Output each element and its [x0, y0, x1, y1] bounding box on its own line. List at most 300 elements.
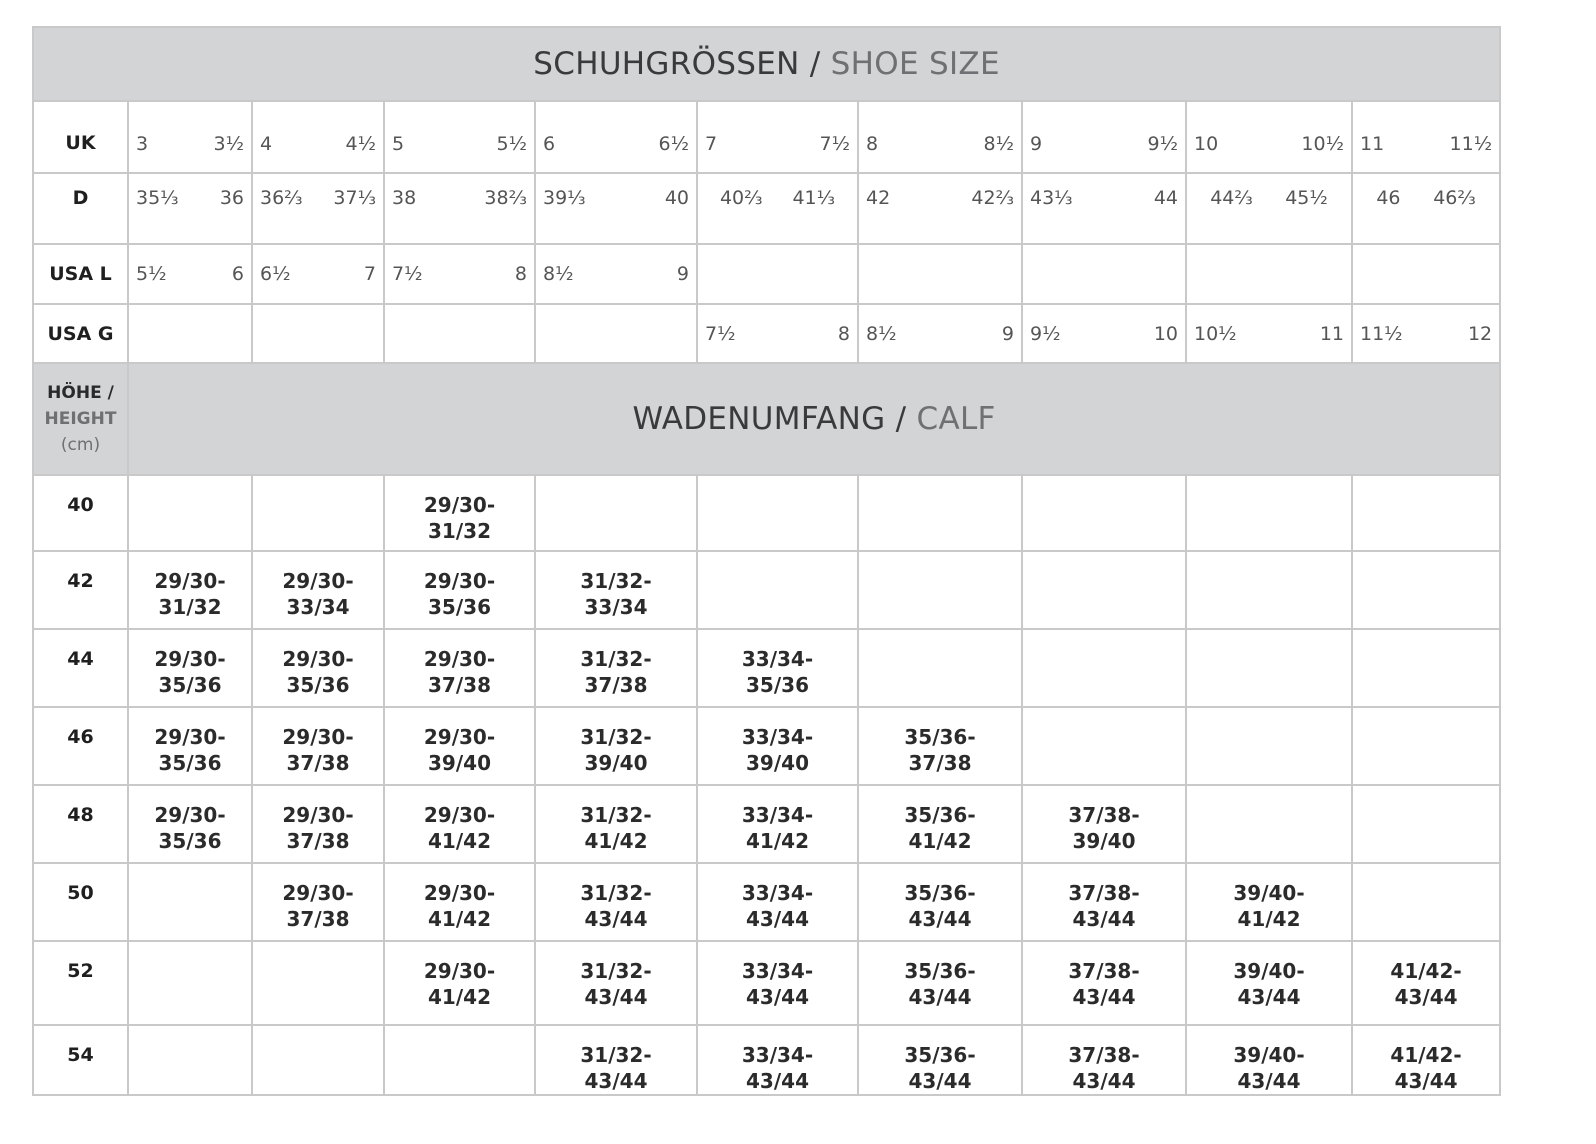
size-value-left: 38 — [392, 187, 417, 209]
size-value-left: 10½ — [1194, 322, 1237, 345]
calf-range-start: 29/30- — [423, 803, 496, 827]
size-cell — [535, 244, 697, 304]
calf-row — [33, 941, 1500, 1025]
calf-range-cell — [697, 629, 858, 707]
empty-size-cell — [535, 304, 697, 363]
size-value-left: 8½ — [543, 263, 574, 285]
calf-range-start: 37/38- — [1068, 959, 1140, 983]
calf-row — [33, 785, 1500, 863]
size-value-left: 36⅔ — [260, 187, 303, 209]
calf-range-cell — [128, 785, 252, 863]
empty-calf-cell — [1022, 629, 1186, 707]
calf-range-start: 31/32- — [580, 647, 652, 671]
calf-range-cell — [1186, 863, 1352, 941]
empty-calf-cell — [1352, 707, 1500, 785]
calf-row — [33, 551, 1500, 629]
size-cell — [1352, 304, 1500, 363]
size-value-right: 10 — [1153, 322, 1178, 345]
height-label: 46 — [33, 707, 128, 785]
empty-calf-cell — [1352, 551, 1500, 629]
size-value-left: 42 — [866, 187, 891, 209]
empty-calf-cell — [535, 475, 697, 551]
height-label: 44 — [33, 629, 128, 707]
calf-range-end: 35/36 — [746, 673, 809, 697]
calf-range-start: 29/30- — [154, 647, 226, 671]
calf-range-end: 37/38 — [286, 751, 350, 775]
height-label: 48 — [33, 785, 128, 863]
empty-size-cell — [128, 304, 252, 363]
calf-range-end: 35/36 — [158, 673, 222, 697]
height-label: 50 — [33, 863, 128, 941]
size-pair — [129, 187, 251, 209]
size-value-right: 46⅔ — [1433, 187, 1476, 209]
calf-range-end: 37/38 — [428, 673, 491, 697]
size-value-right: 7 — [363, 263, 376, 285]
empty-calf-cell — [1022, 551, 1186, 629]
size-cell — [128, 173, 252, 244]
size-cell — [1186, 173, 1352, 244]
calf-range-end: 41/42 — [428, 985, 491, 1009]
shoe-size-row — [33, 173, 1500, 244]
calf-range-end: 43/44 — [1394, 985, 1458, 1009]
size-value-right: 6½ — [658, 133, 689, 155]
calf-range-end: 43/44 — [908, 907, 972, 931]
size-value-left: 39⅓ — [543, 187, 586, 209]
calf-range-start: 29/30- — [423, 569, 496, 593]
height-header — [33, 363, 128, 475]
empty-size-cell — [1022, 244, 1186, 304]
calf-range-cell — [1022, 785, 1186, 863]
calf-range-start: 29/30- — [423, 493, 496, 517]
height-header-line2: HEIGHT — [44, 409, 117, 429]
calf-range-end: 43/44 — [746, 985, 809, 1009]
calf-range-end: 43/44 — [746, 1069, 809, 1093]
calf-range-cell — [858, 863, 1022, 941]
calf-range-start: 35/36- — [904, 959, 976, 983]
size-value-left: 6 — [543, 133, 556, 155]
calf-title-main: WADENUMFANG / — [632, 401, 907, 437]
calf-range-end: 35/36 — [158, 829, 222, 853]
size-value-left: 7½ — [392, 263, 423, 285]
calf-range-cell — [252, 707, 384, 785]
calf-range-start: 41/42- — [1390, 1043, 1462, 1067]
size-value-right: 40 — [664, 187, 689, 209]
calf-range-cell — [1022, 1025, 1186, 1095]
calf-range-cell — [535, 551, 697, 629]
size-cell — [1352, 173, 1500, 244]
size-pair — [385, 263, 534, 285]
size-cell — [252, 173, 384, 244]
size-pair — [1023, 323, 1185, 345]
calf-range-end: 43/44 — [584, 1069, 648, 1093]
calf-range-start: 29/30- — [154, 725, 226, 749]
size-pair — [385, 187, 534, 209]
calf-range-end: 39/40 — [746, 751, 809, 775]
height-header-line1: HÖHE / — [47, 383, 114, 403]
calf-range-end: 43/44 — [1072, 907, 1136, 931]
size-cell — [697, 304, 858, 363]
calf-range-end: 41/42 — [428, 907, 491, 931]
calf-range-cell — [1022, 941, 1186, 1025]
size-cell — [384, 244, 535, 304]
calf-range-start: 39/40- — [1233, 959, 1305, 983]
size-cell — [697, 101, 858, 173]
empty-calf-cell — [1186, 629, 1352, 707]
empty-calf-cell — [128, 941, 252, 1025]
size-value-right: 45½ — [1285, 187, 1328, 209]
calf-range-cell — [384, 551, 535, 629]
size-value-right: 9 — [1001, 322, 1014, 345]
empty-calf-cell — [1352, 785, 1500, 863]
size-value-right: 6 — [231, 263, 244, 285]
calf-range-cell — [384, 863, 535, 941]
calf-range-end: 39/40 — [428, 751, 491, 775]
calf-range-end: 43/44 — [1072, 985, 1136, 1009]
calf-range-start: 29/30- — [282, 803, 354, 827]
size-cell — [858, 304, 1022, 363]
size-cell — [697, 173, 858, 244]
calf-range-start: 41/42- — [1390, 959, 1462, 983]
calf-row — [33, 863, 1500, 941]
calf-range-cell — [858, 1025, 1022, 1095]
calf-range-start: 35/36- — [904, 725, 976, 749]
calf-range-start: 31/32- — [580, 725, 652, 749]
size-pair — [253, 133, 383, 155]
size-value-right: 8½ — [983, 133, 1014, 155]
shoe-row-label: USA L — [33, 244, 128, 304]
size-pair — [1023, 187, 1185, 209]
size-value-left: 8 — [866, 133, 879, 155]
empty-size-cell — [858, 244, 1022, 304]
size-cell — [1022, 101, 1186, 173]
size-value-left: 35⅓ — [136, 187, 179, 209]
size-value-right: 12 — [1467, 322, 1493, 345]
empty-calf-cell — [384, 1025, 535, 1095]
size-pair — [536, 263, 696, 285]
calf-row — [33, 629, 1500, 707]
size-pair — [698, 323, 857, 345]
calf-range-start: 31/32- — [580, 569, 652, 593]
calf-range-cell — [535, 629, 697, 707]
height-header-line3: (cm) — [60, 435, 101, 455]
calf-range-end: 43/44 — [908, 985, 972, 1009]
calf-range-cell — [384, 785, 535, 863]
calf-range-start: 33/34- — [741, 803, 814, 827]
size-pair — [1353, 187, 1499, 209]
calf-range-cell — [1186, 1025, 1352, 1095]
size-cell — [128, 244, 252, 304]
size-pair — [536, 187, 696, 209]
size-cell — [535, 173, 697, 244]
size-value-left: 44⅔ — [1210, 187, 1253, 209]
size-pair — [1187, 323, 1351, 345]
empty-calf-cell — [1186, 785, 1352, 863]
empty-calf-cell — [1022, 707, 1186, 785]
calf-range-start: 35/36- — [904, 1043, 976, 1067]
size-value-right: 5½ — [496, 133, 527, 155]
calf-range-start: 29/30- — [154, 803, 226, 827]
calf-range-start: 29/30- — [282, 881, 354, 905]
size-value-right: 10½ — [1301, 133, 1344, 155]
size-pair — [385, 133, 534, 155]
calf-range-cell — [535, 941, 697, 1025]
size-cell — [1022, 304, 1186, 363]
calf-range-cell — [128, 707, 252, 785]
calf-range-end: 35/36 — [428, 595, 491, 619]
calf-range-start: 31/32- — [580, 803, 652, 827]
calf-range-start: 35/36- — [904, 881, 976, 905]
empty-calf-cell — [858, 629, 1022, 707]
empty-calf-cell — [252, 1025, 384, 1095]
calf-range-end: 43/44 — [1237, 985, 1301, 1009]
calf-range-end: 41/42 — [1237, 907, 1301, 931]
size-value-right: 3½ — [213, 133, 244, 155]
size-value-right: 36 — [219, 187, 244, 209]
size-cell — [1352, 101, 1500, 173]
size-cell — [128, 101, 252, 173]
empty-calf-cell — [252, 475, 384, 551]
size-value-left: 5½ — [136, 263, 167, 285]
empty-size-cell — [1352, 244, 1500, 304]
calf-title — [128, 363, 1500, 475]
calf-range-cell — [1022, 863, 1186, 941]
calf-row — [33, 475, 1500, 551]
shoe-size-title-main: SCHUHGRÖSSEN / — [533, 46, 821, 82]
calf-range-start: 29/30- — [423, 959, 496, 983]
calf-range-cell — [697, 785, 858, 863]
size-cell — [1186, 304, 1352, 363]
calf-range-start: 33/34- — [741, 1043, 814, 1067]
calf-range-cell — [858, 785, 1022, 863]
size-value-right: 9 — [676, 263, 689, 285]
calf-range-end: 41/42 — [428, 829, 491, 853]
calf-title-sub: CALF — [916, 401, 996, 437]
calf-row — [33, 1025, 1500, 1095]
calf-range-cell — [128, 629, 252, 707]
calf-range-start: 29/30- — [423, 647, 496, 671]
calf-range-start: 29/30- — [423, 881, 496, 905]
size-value-right: 7½ — [819, 133, 850, 155]
calf-range-end: 43/44 — [584, 985, 648, 1009]
calf-range-start: 37/38- — [1068, 1043, 1140, 1067]
shoe-size-title — [33, 27, 1500, 101]
size-value-right: 11 — [1319, 322, 1344, 345]
empty-size-cell — [252, 304, 384, 363]
size-value-left: 10 — [1194, 133, 1219, 155]
empty-calf-cell — [128, 863, 252, 941]
calf-range-end: 39/40 — [1072, 829, 1136, 853]
calf-range-cell — [535, 785, 697, 863]
size-value-left: 7 — [705, 133, 718, 155]
calf-range-end: 37/38 — [908, 751, 972, 775]
calf-range-start: 29/30- — [282, 569, 354, 593]
calf-range-cell — [1352, 941, 1500, 1025]
calf-range-start: 29/30- — [282, 647, 354, 671]
size-pair — [253, 263, 383, 285]
height-label: 42 — [33, 551, 128, 629]
size-cell — [384, 173, 535, 244]
calf-range-end: 33/34 — [286, 595, 350, 619]
size-value-right: 44 — [1153, 187, 1178, 209]
empty-calf-cell — [128, 475, 252, 551]
size-value-left: 11 — [1360, 133, 1385, 155]
calf-range-cell — [252, 785, 384, 863]
calf-range-cell — [384, 475, 535, 551]
calf-range-start: 29/30- — [423, 725, 496, 749]
calf-range-cell — [697, 1025, 858, 1095]
calf-range-cell — [384, 941, 535, 1025]
empty-calf-cell — [697, 475, 858, 551]
empty-calf-cell — [1352, 863, 1500, 941]
calf-range-end: 31/32 — [428, 519, 491, 543]
shoe-size-title-sub: SHOE SIZE — [830, 46, 1000, 82]
size-value-right: 41⅓ — [792, 187, 836, 209]
empty-size-cell — [384, 304, 535, 363]
calf-range-cell — [128, 551, 252, 629]
size-value-right: 11½ — [1449, 133, 1493, 155]
size-cell — [858, 173, 1022, 244]
calf-range-cell — [252, 551, 384, 629]
size-value-left: 11½ — [1360, 322, 1403, 345]
calf-range-cell — [535, 863, 697, 941]
empty-calf-cell — [858, 475, 1022, 551]
size-value-right: 9½ — [1147, 133, 1178, 155]
calf-range-cell — [697, 707, 858, 785]
calf-range-start: 33/34- — [741, 881, 814, 905]
calf-range-end: 33/34 — [584, 595, 648, 619]
calf-range-end: 43/44 — [584, 907, 648, 931]
calf-row — [33, 707, 1500, 785]
size-pair — [698, 133, 857, 155]
size-value-left: 9 — [1030, 133, 1043, 155]
size-pair — [859, 187, 1021, 209]
calf-range-start: 31/32- — [580, 1043, 652, 1067]
size-cell — [252, 244, 384, 304]
shoe-size-row — [33, 101, 1500, 173]
calf-range-start: 31/32- — [580, 959, 652, 983]
size-value-left: 4 — [260, 133, 273, 155]
calf-range-end: 43/44 — [1237, 1069, 1301, 1093]
size-pair — [859, 323, 1021, 345]
empty-size-cell — [1186, 244, 1352, 304]
size-value-right: 4½ — [345, 133, 376, 155]
calf-range-cell — [697, 863, 858, 941]
calf-range-start: 33/34- — [741, 725, 814, 749]
size-cell — [535, 101, 697, 173]
calf-range-start: 33/34- — [741, 647, 814, 671]
size-pair — [129, 263, 251, 285]
calf-range-cell — [1352, 1025, 1500, 1095]
size-pair — [859, 133, 1021, 155]
size-value-left: 46 — [1376, 187, 1401, 209]
calf-range-end: 37/38 — [286, 829, 350, 853]
shoe-size-row — [33, 244, 1500, 304]
empty-calf-cell — [1186, 707, 1352, 785]
size-chart-table — [32, 26, 1501, 1096]
size-value-right: 38⅔ — [484, 187, 527, 209]
calf-range-cell — [697, 941, 858, 1025]
empty-calf-cell — [697, 551, 858, 629]
empty-calf-cell — [1186, 551, 1352, 629]
size-value-right: 42⅔ — [971, 187, 1014, 209]
calf-range-end: 35/36 — [286, 673, 350, 697]
empty-calf-cell — [1186, 475, 1352, 551]
calf-range-end: 43/44 — [908, 1069, 972, 1093]
calf-range-cell — [535, 707, 697, 785]
size-pair — [129, 133, 251, 155]
size-value-left: 6½ — [260, 263, 291, 285]
height-label: 40 — [33, 475, 128, 551]
size-value-right: 37⅓ — [333, 187, 376, 209]
size-value-left: 7½ — [705, 322, 736, 345]
size-cell — [1022, 173, 1186, 244]
size-pair — [698, 187, 857, 209]
size-value-right: 8 — [837, 322, 850, 345]
calf-range-start: 31/32- — [580, 881, 652, 905]
calf-range-end: 43/44 — [1072, 1069, 1136, 1093]
size-cell — [252, 101, 384, 173]
calf-range-cell — [858, 707, 1022, 785]
calf-range-start: 39/40- — [1233, 881, 1305, 905]
height-label: 54 — [33, 1025, 128, 1095]
calf-range-cell — [252, 863, 384, 941]
calf-range-end: 41/42 — [584, 829, 648, 853]
calf-range-start: 37/38- — [1068, 881, 1140, 905]
calf-range-end: 37/38 — [584, 673, 648, 697]
calf-range-cell — [384, 629, 535, 707]
size-pair — [1353, 133, 1499, 155]
calf-range-cell — [535, 1025, 697, 1095]
height-label: 52 — [33, 941, 128, 1025]
calf-range-start: 39/40- — [1233, 1043, 1305, 1067]
calf-range-end: 31/32 — [158, 595, 222, 619]
calf-range-end: 41/42 — [908, 829, 972, 853]
calf-range-end: 35/36 — [158, 751, 222, 775]
size-pair — [1187, 133, 1351, 155]
size-cell — [384, 101, 535, 173]
calf-range-end: 41/42 — [746, 829, 809, 853]
size-pair — [1353, 323, 1499, 345]
size-cell — [858, 101, 1022, 173]
calf-range-start: 29/30- — [282, 725, 354, 749]
empty-calf-cell — [252, 941, 384, 1025]
shoe-row-label: USA G — [33, 304, 128, 363]
calf-header-row — [33, 363, 1500, 475]
calf-range-cell — [384, 707, 535, 785]
shoe-row-label: D — [33, 173, 128, 244]
size-value-left: 5 — [392, 133, 405, 155]
size-value-left: 40⅔ — [719, 187, 763, 209]
empty-size-cell — [697, 244, 858, 304]
empty-calf-cell — [1352, 475, 1500, 551]
calf-range-start: 33/34- — [741, 959, 814, 983]
empty-calf-cell — [858, 551, 1022, 629]
shoe-size-row — [33, 304, 1500, 363]
calf-range-cell — [252, 629, 384, 707]
calf-range-cell — [858, 941, 1022, 1025]
size-value-left: 3 — [136, 133, 149, 155]
size-pair — [536, 133, 696, 155]
size-value-left: 43⅓ — [1030, 187, 1073, 209]
size-value-right: 8 — [514, 263, 527, 285]
calf-range-start: 37/38- — [1068, 803, 1140, 827]
calf-range-end: 39/40 — [584, 751, 648, 775]
size-pair — [1187, 187, 1351, 209]
empty-calf-cell — [128, 1025, 252, 1095]
calf-range-cell — [1186, 941, 1352, 1025]
size-pair — [1023, 133, 1185, 155]
size-value-left: 8½ — [866, 322, 897, 345]
